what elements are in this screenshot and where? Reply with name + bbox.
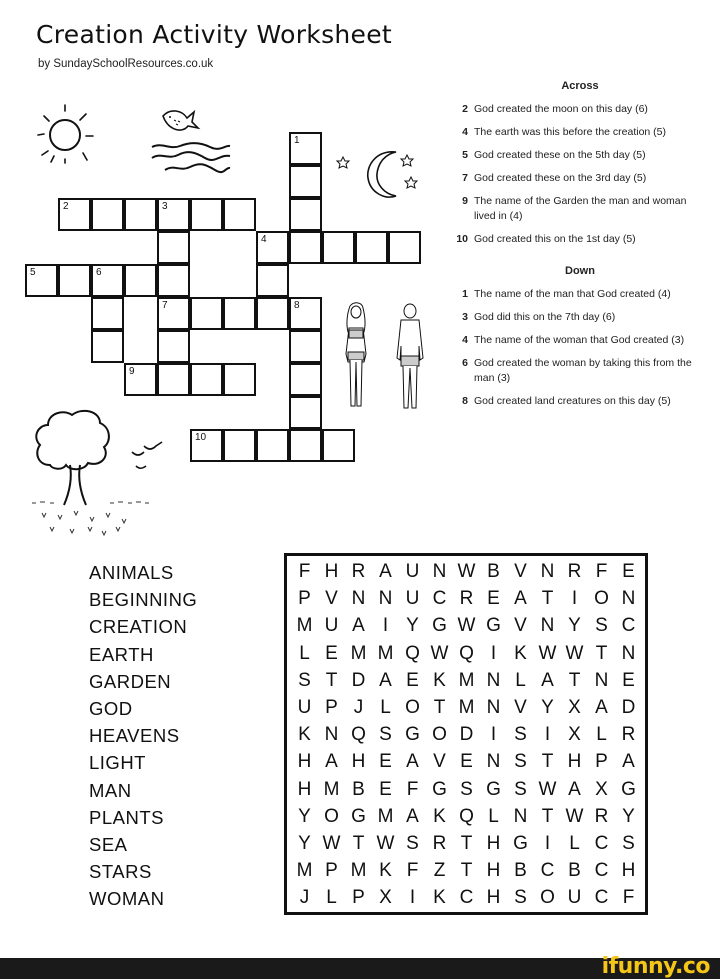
word-search-letter[interactable]: T: [460, 860, 473, 882]
word-search-letter[interactable]: F: [298, 561, 311, 582]
word-search-letter[interactable]: P: [595, 751, 608, 773]
word-search-letter[interactable]: N: [540, 561, 555, 582]
word-search-letter[interactable]: Q: [351, 724, 366, 746]
word-search-letter[interactable]: C: [621, 615, 636, 637]
word-search-letter[interactable]: H: [297, 778, 312, 800]
across-clue: [450, 232, 710, 247]
across-heading: Across: [561, 80, 599, 92]
crossword-cell[interactable]: [289, 429, 322, 462]
clue-number: 10: [456, 233, 468, 245]
word-search-letter[interactable]: G: [621, 778, 636, 800]
word-search-letter[interactable]: M: [350, 642, 367, 664]
word-search-letter[interactable]: F: [406, 860, 419, 882]
word-search-letter[interactable]: K: [298, 724, 311, 746]
word-search-letter[interactable]: S: [514, 778, 527, 800]
crossword-cell[interactable]: [388, 231, 421, 264]
clue-number: 8: [462, 395, 468, 407]
crossword-cell[interactable]: [289, 231, 322, 264]
word-search-letter[interactable]: W: [376, 832, 395, 854]
word-search-letter[interactable]: O: [405, 696, 420, 718]
word-search-letter[interactable]: N: [540, 615, 555, 637]
clue-text: The name of the man that God created (4): [474, 288, 671, 300]
down-heading: Down: [565, 265, 595, 277]
word-search-letter[interactable]: T: [460, 832, 473, 854]
down-clues: [450, 287, 710, 409]
word-search-letter[interactable]: W: [538, 642, 557, 664]
word-search-letter[interactable]: W: [457, 615, 476, 637]
word-list-item: GOD: [89, 698, 133, 720]
clue-number: 9: [462, 195, 468, 207]
clue-number: 3: [162, 201, 168, 212]
crossword-cell[interactable]: [289, 396, 322, 429]
crossword-cell[interactable]: [58, 264, 91, 297]
word-search-letter[interactable]: U: [324, 615, 339, 637]
word-search-letter[interactable]: C: [459, 887, 474, 909]
crossword-cell[interactable]: [223, 198, 256, 231]
across-clue: [450, 171, 710, 186]
word-search-letter[interactable]: W: [322, 832, 341, 854]
word-search-letter[interactable]: H: [351, 751, 366, 773]
word-search-letter[interactable]: U: [405, 588, 420, 610]
word-search-letter[interactable]: M: [377, 805, 394, 827]
word-search-letter[interactable]: N: [351, 588, 366, 610]
word-search-letter[interactable]: Q: [459, 805, 474, 827]
crossword-cell[interactable]: [256, 264, 289, 297]
word-search-letter[interactable]: I: [490, 724, 497, 746]
crossword-cell[interactable]: [190, 429, 223, 462]
word-search-letter[interactable]: R: [351, 561, 366, 582]
word-search-row: [291, 694, 645, 721]
crossword-cell[interactable]: [322, 429, 355, 462]
word-search-letter[interactable]: A: [325, 751, 338, 773]
word-search-letter[interactable]: Q: [405, 642, 420, 664]
across-clue: [450, 125, 710, 140]
word-search-letter[interactable]: X: [595, 778, 608, 800]
word-search-letter[interactable]: S: [514, 887, 527, 909]
word-search-letter[interactable]: A: [379, 669, 392, 691]
crossword-cell[interactable]: [256, 429, 289, 462]
word-list-item: CREATION: [89, 616, 188, 638]
watermark-bar: [0, 954, 720, 979]
clue-number: 2: [63, 201, 69, 212]
word-search-letter[interactable]: S: [379, 724, 392, 746]
word-search-letter[interactable]: I: [382, 615, 389, 637]
word-search-letter[interactable]: A: [406, 751, 419, 773]
crossword-cell[interactable]: [157, 264, 190, 297]
word-search-letter[interactable]: A: [406, 805, 419, 827]
crossword-cell[interactable]: [124, 198, 157, 231]
word-search-letter[interactable]: L: [299, 642, 310, 664]
clue-text: God did this on the 7th day (6): [474, 311, 616, 323]
word-search-letter[interactable]: G: [486, 778, 501, 800]
word-search-letter[interactable]: T: [568, 669, 581, 691]
word-search-letter[interactable]: Y: [298, 805, 311, 827]
word-search-letter[interactable]: F: [406, 778, 419, 800]
clue-text: God created land creatures on this day (5): [474, 395, 671, 407]
word-search-letter[interactable]: N: [378, 588, 393, 610]
word-search-letter[interactable]: R: [432, 832, 447, 854]
word-search-letter[interactable]: Y: [568, 615, 581, 637]
clue-text: The name of the woman that God created (3): [474, 334, 685, 346]
word-search-letter[interactable]: O: [540, 887, 555, 909]
word-search-letter[interactable]: I: [490, 642, 497, 664]
word-search-letter[interactable]: G: [513, 832, 528, 854]
down-clue: [450, 310, 710, 325]
crossword-cell[interactable]: [223, 429, 256, 462]
clue-text: God created this on the 1st day (5): [474, 233, 636, 245]
word-search-letter[interactable]: G: [405, 724, 420, 746]
crossword-cell[interactable]: [256, 297, 289, 330]
word-search-letter[interactable]: L: [596, 724, 607, 746]
clue-number: 5: [462, 149, 468, 161]
word-search-letter[interactable]: T: [541, 751, 554, 773]
word-list-item: GARDEN: [89, 670, 172, 692]
crossword-cell[interactable]: [223, 297, 256, 330]
word-search-letter[interactable]: B: [568, 860, 581, 882]
word-search-letter[interactable]: D: [351, 669, 366, 691]
crossword-cell[interactable]: [157, 297, 190, 330]
clue-number: 10: [195, 432, 207, 443]
word-search-letter[interactable]: B: [487, 561, 500, 582]
crossword-cell[interactable]: [190, 297, 223, 330]
word-search-letter[interactable]: S: [514, 724, 527, 746]
clues-panel: [450, 80, 710, 417]
word-search-letter[interactable]: F: [622, 887, 635, 909]
word-search-letter[interactable]: I: [544, 832, 551, 854]
word-search-letter[interactable]: G: [486, 615, 501, 637]
word-search-letter[interactable]: S: [595, 615, 608, 637]
word-search-letter[interactable]: W: [565, 642, 584, 664]
word-list-item: WOMAN: [89, 888, 165, 910]
clue-text: The earth was this before the creation (5): [474, 126, 667, 138]
word-search-letter[interactable]: Q: [459, 642, 474, 664]
clue-text: God created these on the 5th day (5): [474, 149, 646, 161]
crossword-grid: [0, 0, 440, 480]
clue-number: 8: [294, 300, 300, 311]
word-list-item: EARTH: [89, 643, 154, 665]
word-search-row: [291, 558, 645, 585]
word-search-letter[interactable]: F: [595, 561, 608, 582]
word-search-letter[interactable]: E: [325, 642, 338, 664]
word-search-letter[interactable]: V: [514, 561, 527, 582]
word-search-letter[interactable]: H: [621, 860, 636, 882]
word-search-letter[interactable]: E: [622, 669, 635, 691]
clue-number: 7: [462, 172, 468, 184]
word-search-letter[interactable]: T: [352, 832, 365, 854]
word-search-letter[interactable]: C: [540, 860, 555, 882]
word-search-letter[interactable]: M: [377, 642, 394, 664]
word-search-row: [291, 585, 645, 612]
word-list-item: HEAVENS: [89, 725, 180, 747]
crossword-cell[interactable]: [190, 363, 223, 396]
clue-number: 2: [462, 103, 468, 115]
word-search-letter[interactable]: H: [486, 887, 501, 909]
word-search-letter[interactable]: K: [379, 860, 392, 882]
word-search-letter[interactable]: D: [621, 696, 636, 718]
word-search-letter[interactable]: T: [541, 588, 554, 610]
word-search-letter[interactable]: V: [325, 588, 338, 610]
word-search-letter[interactable]: M: [296, 615, 313, 637]
word-search-letter[interactable]: C: [594, 860, 609, 882]
clue-text: The name of the Garden the man and woman lived in (4): [474, 195, 687, 222]
crossword-cell[interactable]: [91, 297, 124, 330]
crossword-cell[interactable]: [289, 297, 322, 330]
word-search-letter[interactable]: L: [515, 669, 526, 691]
word-search-row: [291, 776, 645, 803]
word-search-row: [291, 748, 645, 775]
word-search-letter[interactable]: E: [622, 561, 635, 582]
word-search-letter[interactable]: L: [488, 805, 499, 827]
word-search-letter[interactable]: R: [594, 805, 609, 827]
word-search-letter[interactable]: A: [622, 751, 635, 773]
word-search-letter[interactable]: O: [594, 588, 609, 610]
word-search-letter[interactable]: Z: [433, 860, 446, 882]
word-search-letter[interactable]: S: [514, 751, 527, 773]
word-search-letter[interactable]: N: [621, 642, 636, 664]
byline: by SundaySchoolResources.co.uk: [38, 58, 214, 70]
word-search-letter[interactable]: M: [350, 860, 367, 882]
word-search-letter[interactable]: U: [567, 887, 582, 909]
grass-icon: [30, 497, 160, 547]
crossword-cell[interactable]: [289, 198, 322, 231]
word-search-letter[interactable]: M: [458, 669, 475, 691]
clue-number: 6: [462, 357, 468, 369]
word-search-letter[interactable]: T: [325, 669, 338, 691]
word-search-letter[interactable]: Y: [622, 805, 635, 827]
word-search-letter[interactable]: A: [514, 588, 527, 610]
word-search-letter[interactable]: A: [379, 561, 392, 582]
word-search-letter[interactable]: J: [353, 696, 364, 718]
word-search-letter[interactable]: L: [326, 887, 337, 909]
crossword-cell[interactable]: [25, 264, 58, 297]
word-search-letter[interactable]: J: [299, 887, 310, 909]
clue-text: God created the woman by taking this from the man (3): [474, 357, 692, 384]
word-search-row: [291, 640, 645, 667]
word-search-letter[interactable]: X: [379, 887, 392, 909]
word-search-row: [291, 857, 645, 884]
clue-number: 3: [462, 311, 468, 323]
word-search-letter[interactable]: U: [405, 561, 420, 582]
word-search-letter[interactable]: N: [594, 669, 609, 691]
word-search-letter[interactable]: K: [433, 805, 446, 827]
word-search-letter[interactable]: W: [565, 805, 584, 827]
word-search-letter[interactable]: I: [409, 887, 416, 909]
word-search-letter[interactable]: N: [621, 588, 636, 610]
crossword-cell[interactable]: [91, 330, 124, 363]
clue-number: 9: [129, 366, 135, 377]
word-search-letter[interactable]: M: [323, 778, 340, 800]
word-search-letter[interactable]: I: [544, 724, 551, 746]
clue-number: 7: [162, 300, 168, 311]
crossword-cell[interactable]: [322, 231, 355, 264]
word-search-letter[interactable]: E: [460, 751, 473, 773]
word-list-item: LIGHT: [89, 752, 146, 774]
word-search-letter[interactable]: E: [487, 588, 500, 610]
crossword-cell[interactable]: [58, 198, 91, 231]
word-search-letter[interactable]: A: [568, 778, 581, 800]
word-search-letter[interactable]: W: [430, 642, 449, 664]
word-search-letter[interactable]: E: [406, 669, 419, 691]
clue-number: 5: [30, 267, 36, 278]
word-search-letter[interactable]: N: [486, 751, 501, 773]
word-search-letter[interactable]: Y: [541, 696, 554, 718]
word-search-grid: [284, 553, 648, 915]
crossword-cell[interactable]: [91, 264, 124, 297]
word-search-letter[interactable]: R: [459, 588, 474, 610]
across-clues: [450, 102, 710, 247]
word-search-letter[interactable]: P: [325, 696, 338, 718]
word-search-letter[interactable]: H: [486, 860, 501, 882]
crossword-cell[interactable]: [355, 231, 388, 264]
ifunny-logo[interactable]: [602, 954, 710, 979]
word-search-row: [291, 612, 645, 639]
crossword-cell[interactable]: [124, 264, 157, 297]
crossword-cell[interactable]: [91, 198, 124, 231]
across-clue: [450, 102, 710, 117]
word-search-letter[interactable]: O: [432, 724, 447, 746]
crossword-cell[interactable]: [157, 198, 190, 231]
word-search-row: [291, 884, 645, 911]
word-search-letter[interactable]: N: [486, 696, 501, 718]
word-search-letter[interactable]: T: [433, 696, 446, 718]
word-search-letter[interactable]: C: [432, 588, 447, 610]
word-search-letter[interactable]: K: [433, 669, 446, 691]
crossword-cell[interactable]: [289, 363, 322, 396]
word-search-letter[interactable]: H: [486, 832, 501, 854]
word-list-item: SEA: [89, 834, 128, 856]
word-search-letter[interactable]: K: [514, 642, 527, 664]
word-search-letter[interactable]: H: [567, 751, 582, 773]
down-clue: [450, 394, 710, 409]
word-search-letter[interactable]: N: [432, 561, 447, 582]
clue-number: 4: [462, 126, 468, 138]
crossword-cell[interactable]: [223, 363, 256, 396]
word-search-letter[interactable]: C: [594, 887, 609, 909]
word-search-letter[interactable]: X: [568, 724, 581, 746]
crossword-cell[interactable]: [157, 231, 190, 264]
crossword-cell[interactable]: [256, 231, 289, 264]
word-search-row: [291, 803, 645, 830]
worksheet-title: Creation Activity Worksheet: [36, 20, 393, 49]
word-search-letter[interactable]: G: [432, 615, 447, 637]
word-search-letter[interactable]: A: [541, 669, 554, 691]
clue-number: 1: [462, 288, 468, 300]
word-search-letter[interactable]: T: [541, 805, 554, 827]
word-search-letter[interactable]: B: [514, 860, 527, 882]
word-search-row: [291, 830, 645, 857]
word-search-letter[interactable]: Y: [298, 832, 311, 854]
crossword-cell[interactable]: [124, 363, 157, 396]
crossword-cell[interactable]: [157, 330, 190, 363]
word-search-letter[interactable]: S: [460, 778, 473, 800]
word-search-letter[interactable]: H: [297, 751, 312, 773]
word-search-letter[interactable]: A: [595, 696, 608, 718]
word-search-letter[interactable]: I: [571, 588, 578, 610]
word-search-letter[interactable]: Y: [406, 615, 419, 637]
word-search-letter[interactable]: N: [324, 724, 339, 746]
word-search-letter[interactable]: P: [298, 588, 311, 610]
crossword-cell[interactable]: [289, 330, 322, 363]
down-clue: [450, 333, 710, 348]
word-search-letter[interactable]: S: [406, 832, 419, 854]
word-search-letter[interactable]: P: [325, 860, 338, 882]
word-search-letter[interactable]: E: [379, 778, 392, 800]
clue-number: 1: [294, 135, 300, 146]
word-search-letter[interactable]: E: [379, 751, 392, 773]
word-search-letter[interactable]: L: [380, 696, 391, 718]
word-list: [89, 559, 197, 913]
word-search-letter[interactable]: V: [514, 696, 527, 718]
word-list-item: PLANTS: [89, 806, 164, 828]
clue-number: 4: [261, 234, 267, 245]
word-search-letter[interactable]: B: [352, 778, 365, 800]
word-search-letter[interactable]: S: [622, 832, 635, 854]
word-search-letter[interactable]: C: [594, 832, 609, 854]
down-clue: [450, 356, 710, 386]
word-search-letter[interactable]: M: [458, 696, 475, 718]
word-search-letter[interactable]: A: [352, 615, 365, 637]
crossword-cell[interactable]: [190, 198, 223, 231]
word-search-letter[interactable]: O: [324, 805, 339, 827]
clue-text: God created the moon on this day (6): [474, 103, 648, 115]
across-clue: [450, 194, 710, 224]
word-list-item: MAN: [89, 779, 132, 801]
word-search-letter[interactable]: D: [459, 724, 474, 746]
word-search-letter[interactable]: G: [432, 778, 447, 800]
word-search-letter[interactable]: R: [567, 561, 582, 582]
word-search-row: [291, 667, 645, 694]
brand-text: ifunny.co: [601, 954, 710, 979]
word-search-letter[interactable]: P: [352, 887, 365, 909]
word-search-letter[interactable]: K: [433, 887, 446, 909]
crossword-cell[interactable]: [289, 165, 322, 198]
word-list-item: STARS: [89, 861, 152, 883]
word-search-letter[interactable]: L: [569, 832, 580, 854]
word-search-row: [291, 721, 645, 748]
word-search-letter[interactable]: X: [568, 696, 581, 718]
word-search-letter[interactable]: N: [513, 805, 528, 827]
word-search-letter[interactable]: W: [457, 561, 476, 582]
down-clue: [450, 287, 710, 302]
word-search-letter[interactable]: R: [621, 724, 636, 746]
clue-number: 6: [96, 267, 102, 278]
word-search-letter[interactable]: W: [538, 778, 557, 800]
word-search-letter[interactable]: V: [514, 615, 527, 637]
word-search-letter[interactable]: T: [595, 642, 608, 664]
word-search-letter[interactable]: U: [297, 696, 312, 718]
word-search-letter[interactable]: S: [298, 669, 311, 691]
word-search-letter[interactable]: M: [296, 860, 313, 882]
clue-number: 4: [462, 334, 468, 346]
word-list-item: ANIMALS: [89, 562, 174, 583]
word-search-letter[interactable]: H: [324, 561, 339, 582]
word-list-item: BEGINNING: [89, 589, 198, 611]
word-search-letter[interactable]: N: [486, 669, 501, 691]
crossword-cell[interactable]: [289, 132, 322, 165]
clue-text: God created these on the 3rd day (5): [474, 172, 647, 184]
across-clue: [450, 148, 710, 163]
word-search-letter[interactable]: G: [351, 805, 366, 827]
word-search-letter[interactable]: V: [433, 751, 446, 773]
crossword-cell[interactable]: [157, 363, 190, 396]
